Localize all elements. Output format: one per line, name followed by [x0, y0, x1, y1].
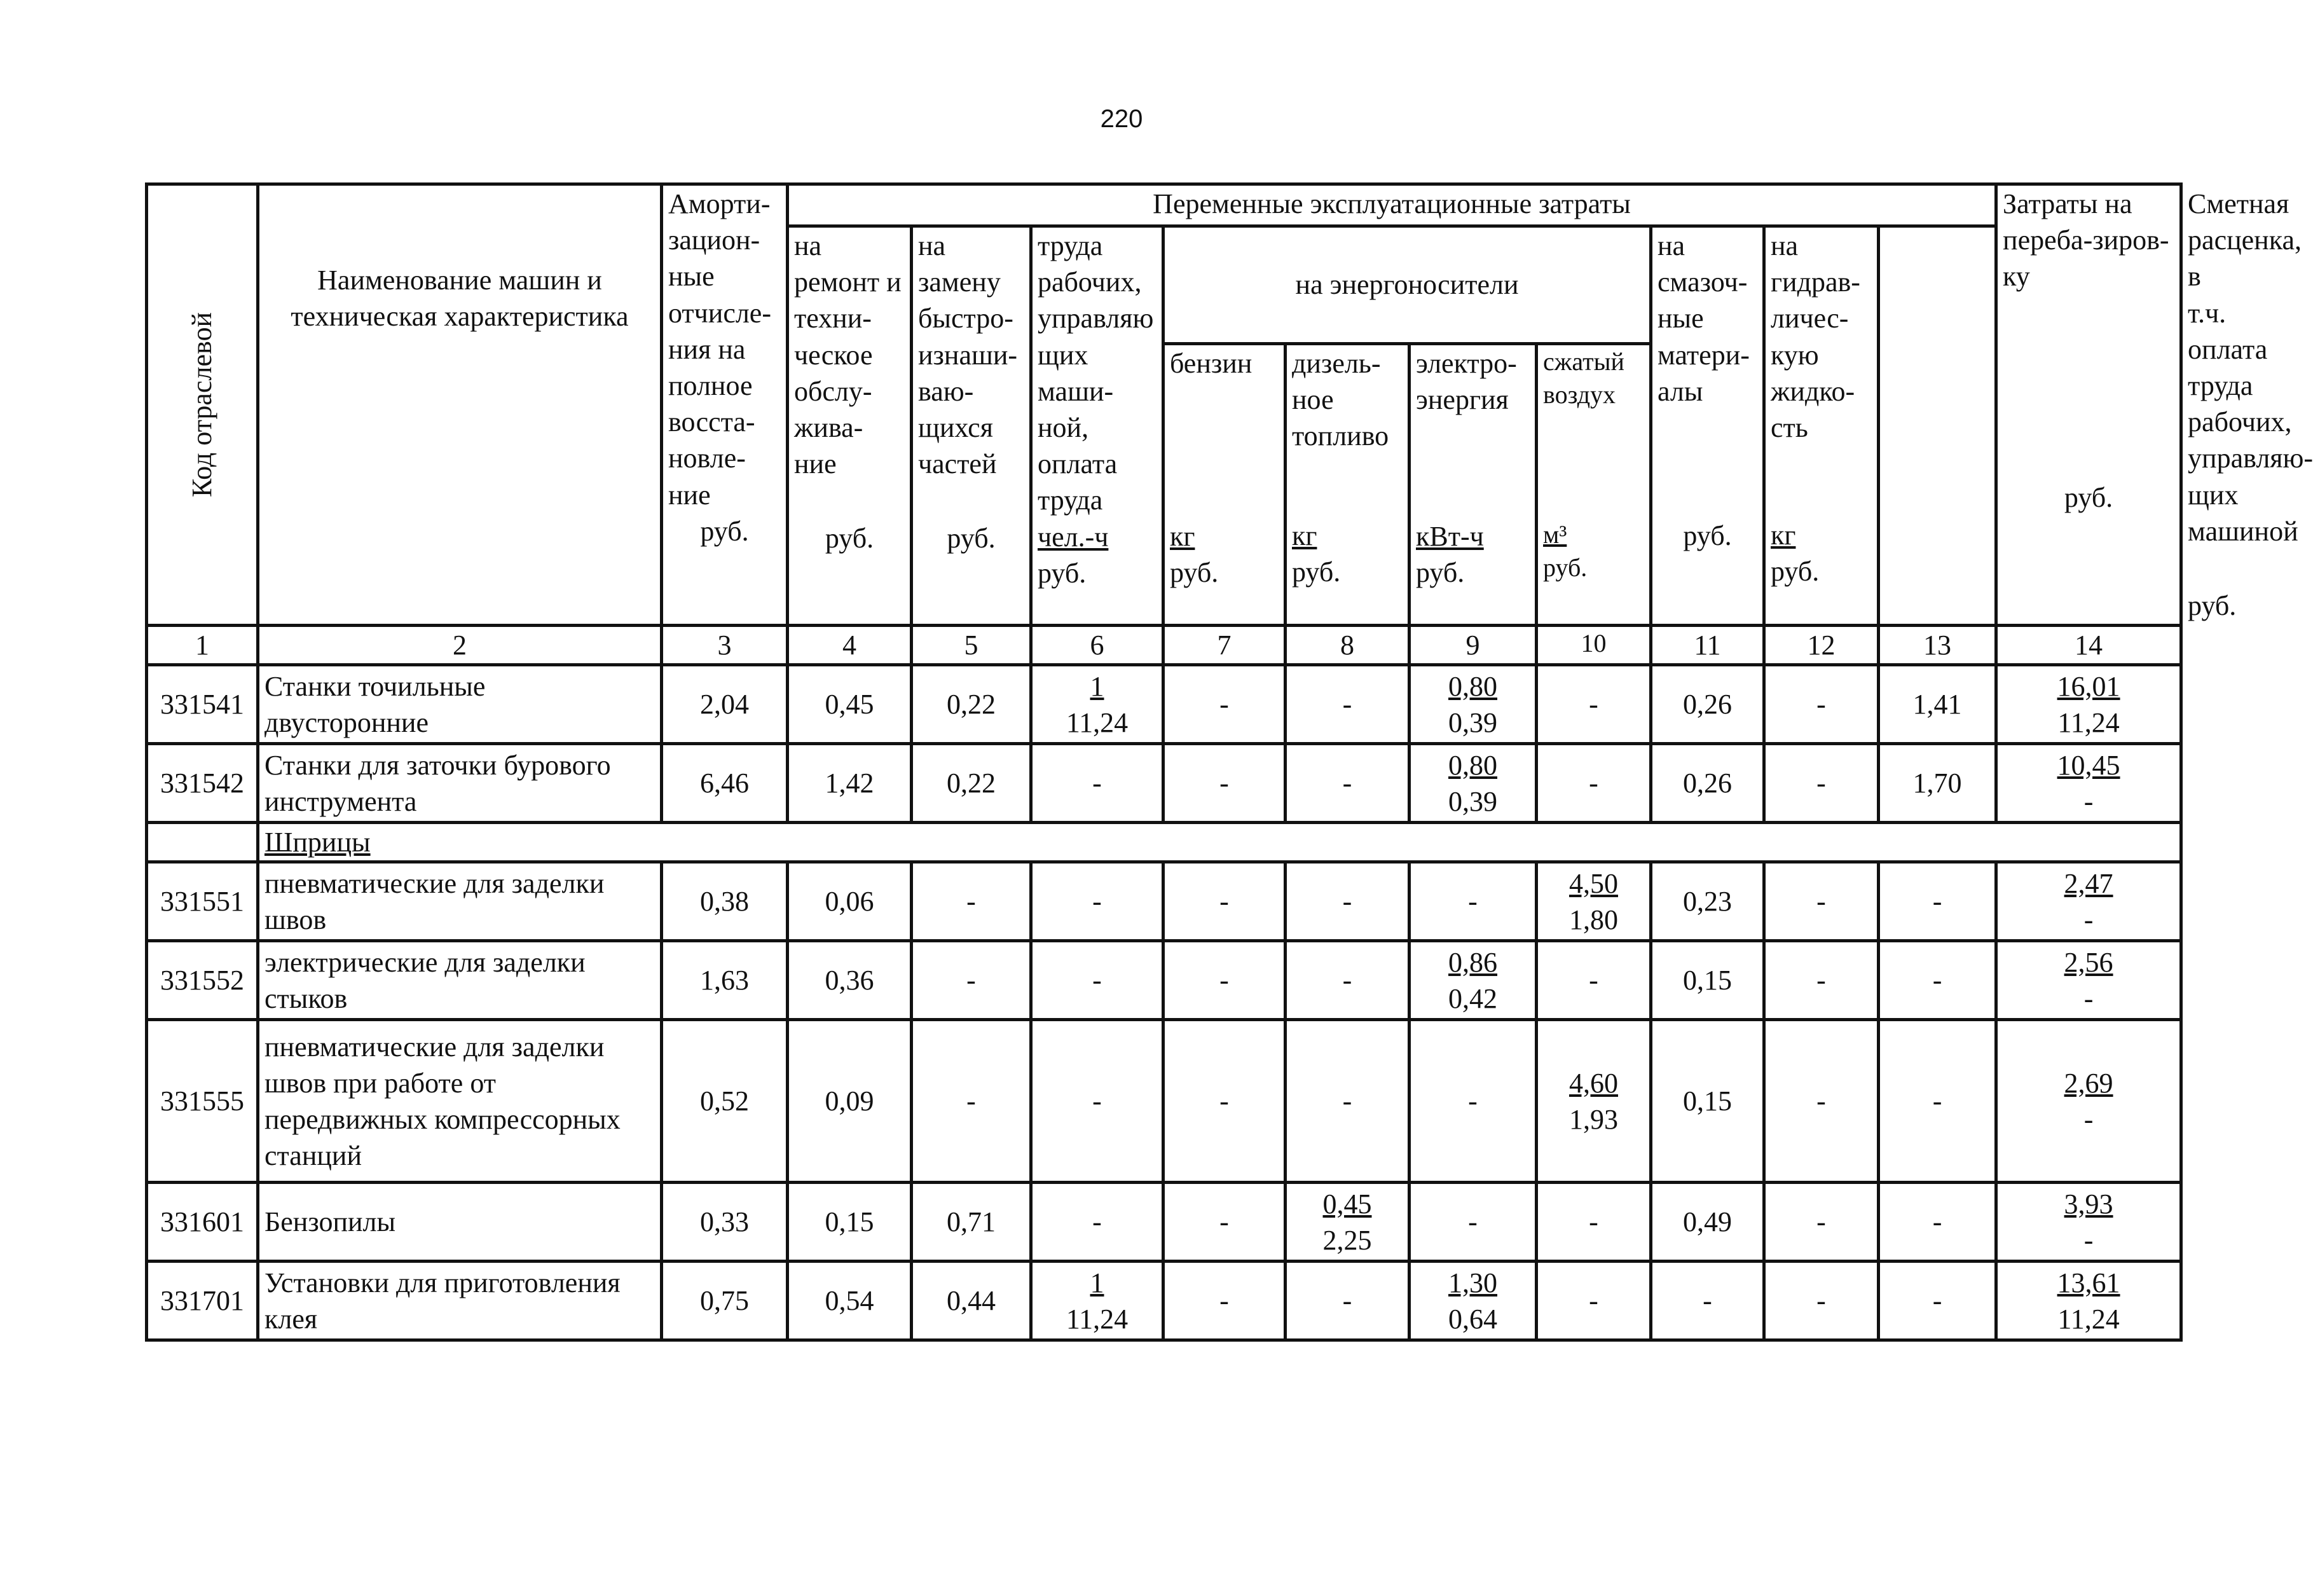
- petrol-value: -: [1163, 665, 1286, 744]
- hydraulic-value: -: [1764, 1183, 1879, 1262]
- replacement-value: -: [912, 1020, 1031, 1183]
- estimate-value: $\frac{16,01}{11,24}$: [1996, 665, 2181, 744]
- repair-value: 1,42: [788, 744, 912, 823]
- replacement-value: 0,44: [912, 1262, 1031, 1340]
- header-repair: на ремонт и техни-ческое обслу-жива-ние руб.: [788, 226, 912, 626]
- header-diesel: дизель-ное топливо кг руб.: [1286, 343, 1410, 625]
- relocation-value: -: [1879, 1262, 1996, 1340]
- repair-value: 0,54: [788, 1262, 912, 1340]
- amortization-value: 0,52: [662, 1020, 788, 1183]
- table-row: [147, 744, 2181, 823]
- repair-value: 0,45: [788, 665, 912, 744]
- petrol-value: -: [1163, 1183, 1286, 1262]
- column-number: 6: [1031, 626, 1163, 665]
- petrol-value: -: [1163, 1020, 1286, 1183]
- repair-value: 0,15: [788, 1183, 912, 1262]
- table-row: [147, 1183, 2181, 1262]
- estimate-value: $\frac{2,47}{-}$: [1996, 862, 2181, 941]
- table-row: [147, 1020, 2181, 1183]
- labor-value: $\frac{1}{11,24}$: [1031, 665, 1163, 744]
- header-code: Код отраслевой: [147, 184, 258, 626]
- hydraulic-value: -: [1764, 941, 1879, 1020]
- repair-unit: руб.: [825, 523, 874, 554]
- lubricant-value: 0,26: [1651, 665, 1764, 744]
- lubricant-value: 0,23: [1651, 862, 1764, 941]
- repair-value: 0,06: [788, 862, 912, 941]
- header-relocation: Затраты на переба-зиров-ку руб.: [1996, 184, 2181, 626]
- column-number: 14: [1996, 626, 2181, 665]
- lubricant-value: 0,15: [1651, 1020, 1764, 1183]
- row-name: Станки точильные двусторонние: [258, 665, 662, 744]
- column-number: 11: [1651, 626, 1764, 665]
- header-compressed-air: сжатый воздух м³ руб.: [1537, 343, 1651, 625]
- air-value: -: [1537, 1262, 1651, 1340]
- header-electric: электро-энергия кВт-ч руб.: [1410, 343, 1537, 625]
- air-value: $\frac{4,50}{1,80}$: [1537, 862, 1651, 941]
- column-number: 8: [1286, 626, 1410, 665]
- replacement-value: -: [912, 862, 1031, 941]
- air-value: $\frac{4,60}{1,93}$: [1537, 1020, 1651, 1183]
- estimate-value: $\frac{10,45}{-}$: [1996, 744, 2181, 823]
- air-value: -: [1537, 941, 1651, 1020]
- amortization-value: 0,38: [662, 862, 788, 941]
- row-name: электрические для заделки стыков: [258, 941, 662, 1020]
- page-number: 220: [1100, 105, 1143, 133]
- column-number: 10: [1537, 626, 1651, 665]
- column-number: 2: [258, 626, 662, 665]
- column-number: 1: [147, 626, 258, 665]
- replacement-value: 0,71: [912, 1183, 1031, 1262]
- hydraulic-value: -: [1764, 744, 1879, 823]
- header-petrol: бензин кг руб.: [1163, 343, 1286, 625]
- diesel-value: -: [1286, 744, 1410, 823]
- row-code: 331555: [147, 1020, 258, 1183]
- table-row: [147, 665, 2181, 744]
- row-code: 331701: [147, 1262, 258, 1340]
- estimate-value: $\frac{2,56}{-}$: [1996, 941, 2181, 1020]
- header-lubricant: на смазоч-ные матери-алы руб.: [1651, 226, 1764, 626]
- relocation-value: -: [1879, 1183, 1996, 1262]
- hydraulic-value: -: [1764, 862, 1879, 941]
- row-name: Станки для заточки бурового инструмента: [258, 744, 662, 823]
- labor-unit: чел.-ч руб.: [1038, 521, 1109, 589]
- header-parts-replacement: на замену быстро-изнаши-ваю-щихся частей руб.: [912, 226, 1031, 626]
- lubricant-value: 0,26: [1651, 744, 1764, 823]
- air-value: -: [1537, 1183, 1651, 1262]
- labor-value: -: [1031, 862, 1163, 941]
- labor-value: -: [1031, 1183, 1163, 1262]
- header-amortization: Аморти-зацион-ные отчисле-ния на полное восста-новле-ние руб.: [662, 184, 788, 626]
- amortization-value: 2,04: [662, 665, 788, 744]
- header-variable-costs: Переменные эксплуатационные затраты: [788, 184, 1996, 226]
- group-label: Шприцы: [258, 823, 2181, 862]
- amortization-value: 1,63: [662, 941, 788, 1020]
- header-labor: труда рабочих, управляю щих маши-ной, оплата труда чел.-ч руб.: [1031, 226, 1163, 626]
- relocation-value: -: [1879, 941, 1996, 1020]
- hydraulic-value: -: [1764, 665, 1879, 744]
- electric-value: -: [1410, 1183, 1537, 1262]
- hydraulic-unit: кг руб.: [1771, 519, 1820, 588]
- estimate-value: $\frac{13,61}{11,24}$: [1996, 1262, 2181, 1340]
- hydraulic-value: -: [1764, 1020, 1879, 1183]
- column-number: 7: [1163, 626, 1286, 665]
- diesel-value: $\frac{0,45}{2,25}$: [1286, 1183, 1410, 1262]
- amortization-value: 0,33: [662, 1183, 788, 1262]
- electric-value: -: [1410, 1020, 1537, 1183]
- relocation-value: 1,41: [1879, 665, 1996, 744]
- relocation-value: -: [1879, 1020, 1996, 1183]
- column-number: 3: [662, 626, 788, 665]
- amortization-value: 0,75: [662, 1262, 788, 1340]
- labor-value: -: [1031, 941, 1163, 1020]
- row-code: 331551: [147, 862, 258, 941]
- petrol-value: -: [1163, 1262, 1286, 1340]
- diesel-value: -: [1286, 1020, 1410, 1183]
- air-value: -: [1537, 744, 1651, 823]
- table-row: [147, 862, 2181, 941]
- labor-value: $\frac{1}{11,24}$: [1031, 1262, 1163, 1340]
- diesel-unit: кг руб.: [1292, 520, 1341, 588]
- electric-value: $\frac{0,80}{0,39}$: [1410, 744, 1537, 823]
- relocation-value: -: [1879, 862, 1996, 941]
- estimate-value: $\frac{3,93}{-}$: [1996, 1183, 2181, 1262]
- header-energy: на энергоносители: [1163, 226, 1651, 344]
- table-row: [147, 1262, 2181, 1340]
- relocation-value: 1,70: [1879, 744, 1996, 823]
- row-code: 331601: [147, 1183, 258, 1262]
- row-code: 331552: [147, 941, 258, 1020]
- labor-value: -: [1031, 1020, 1163, 1183]
- replacement-value: -: [912, 941, 1031, 1020]
- estimate-value: $\frac{2,69}{-}$: [1996, 1020, 2181, 1183]
- lubricant-unit: руб.: [1683, 519, 1732, 551]
- hydraulic-value: -: [1764, 1262, 1879, 1340]
- air-unit: м³ руб.: [1543, 519, 1588, 582]
- repair-value: 0,36: [788, 941, 912, 1020]
- lubricant-value: -: [1651, 1262, 1764, 1340]
- air-value: -: [1537, 665, 1651, 744]
- column-number: 9: [1410, 626, 1537, 665]
- table-row: [147, 941, 2181, 1020]
- column-number-row: [147, 626, 2181, 665]
- lubricant-value: 0,49: [1651, 1183, 1764, 1262]
- column-number: 4: [788, 626, 912, 665]
- row-name: пневматические для заделки швов при работе от передвижных компрессорных станций: [258, 1020, 662, 1183]
- column-number: 12: [1764, 626, 1879, 665]
- diesel-value: -: [1286, 665, 1410, 744]
- row-name: пневматические для заделки швов: [258, 862, 662, 941]
- diesel-value: -: [1286, 941, 1410, 1020]
- diesel-value: -: [1286, 862, 1410, 941]
- electric-value: $\frac{0,80}{0,39}$: [1410, 665, 1537, 744]
- electric-value: $\frac{1,30}{0,64}$: [1410, 1262, 1537, 1340]
- petrol-value: -: [1163, 941, 1286, 1020]
- petrol-value: -: [1163, 862, 1286, 941]
- electric-value: -: [1410, 862, 1537, 941]
- group-row: [147, 823, 2181, 862]
- replacement-value: 0,22: [912, 665, 1031, 744]
- row-code: 331541: [147, 665, 258, 744]
- row-code: 331542: [147, 744, 258, 823]
- petrol-unit: кг руб.: [1170, 520, 1219, 589]
- column-number: 5: [912, 626, 1031, 665]
- group-code-cell: [147, 823, 258, 862]
- electric-value: $\frac{0,86}{0,42}$: [1410, 941, 1537, 1020]
- repair-value: 0,09: [788, 1020, 912, 1183]
- amortization-unit: руб.: [700, 515, 749, 547]
- column-number: 13: [1879, 626, 1996, 665]
- amortization-value: 6,46: [662, 744, 788, 823]
- row-name: Установки для приготовления клея: [258, 1262, 662, 1340]
- machine-rates-table: Код отраслевой Наименование машин и техническая характеристика Аморти-зацион-ные отчисле-ния на полное восста-новле-ние руб. Переменные эксплуатационные затраты Затраты на переба-зиров-ку руб. Сметная расценка, в т.ч. оплата труда рабочих, управляю-щих машиной руб. на ремонт и техни-ческое обслу-жива-ние руб. на замену быстро-изнаши-ваю-щихся частей руб. труда рабочих, управляю щих маши-ной, оплата труда чел.-ч руб. на энергоносители на смазоч-ные матери-алы руб. на гидрав-личес-кую жидко-сть кг руб. бензин кг руб. дизель-ное топливо кг руб. электро-энергия кВт-ч руб. сжатый воздух м³ руб. 1 2 3 4 5 6 7 8 9 10 11 12 13 14 331541 Станки точильные двусторонние 2,04 0,45 0,22 $\frac{1}{11,24}$ - - $\frac{0,80}{0,39}$ - 0,26 - 1,41 $\frac{16,01}{11,24}$ 331542 Станки для заточки бурового инструмента 6,46 1,42 0,22 - - - $\frac{0,80}{0,39}$ - 0,26 - 1,70 $\frac{10,45}{-}$ Шприцы 331551 пневматические для заделки швов 0,38 0,06 - - - - - $\frac{4,50}{1,80}$ 0,23 - - $\frac{2,47}{-}$ 331552 электрические для заделки стыков 1,63 0,36 - - - - $\frac{0,86}{0,42}$ - 0,15 - - $\frac{2,56}{-}$ 331555 пневматические для заделки швов при работе от передвижных компрессорных станций 0,52 0,09 - - - - - $\frac{4,60}{1,93}$ 0,15 - - $\frac{2,69}{-}$ 331601 Бензопилы 0,33 0,15 0,71 - - $\frac{0,45}{2,25}$ - - 0,49 - - $\frac{3,93}{-}$ 331701 Установки для приготовления клея 0,75 0,54 0,44 $\frac{1}{11,24}$ - - $\frac{1,30}{0,64}$ - - - - $\frac{13,61}{11,24}$: [145, 182, 2183, 1342]
- header-hydraulic: на гидрав-личес-кую жидко-сть кг руб.: [1764, 226, 1879, 626]
- header-name: Наименование машин и техническая характеристика: [258, 184, 662, 626]
- electric-unit: кВт-ч руб.: [1416, 521, 1484, 589]
- row-name: Бензопилы: [258, 1183, 662, 1262]
- replacement-value: 0,22: [912, 744, 1031, 823]
- diesel-value: -: [1286, 1262, 1410, 1340]
- labor-value: -: [1031, 744, 1163, 823]
- relocation-unit: руб.: [2064, 481, 2113, 513]
- replacement-unit: руб.: [947, 523, 996, 554]
- lubricant-value: 0,15: [1651, 941, 1764, 1020]
- petrol-value: -: [1163, 744, 1286, 823]
